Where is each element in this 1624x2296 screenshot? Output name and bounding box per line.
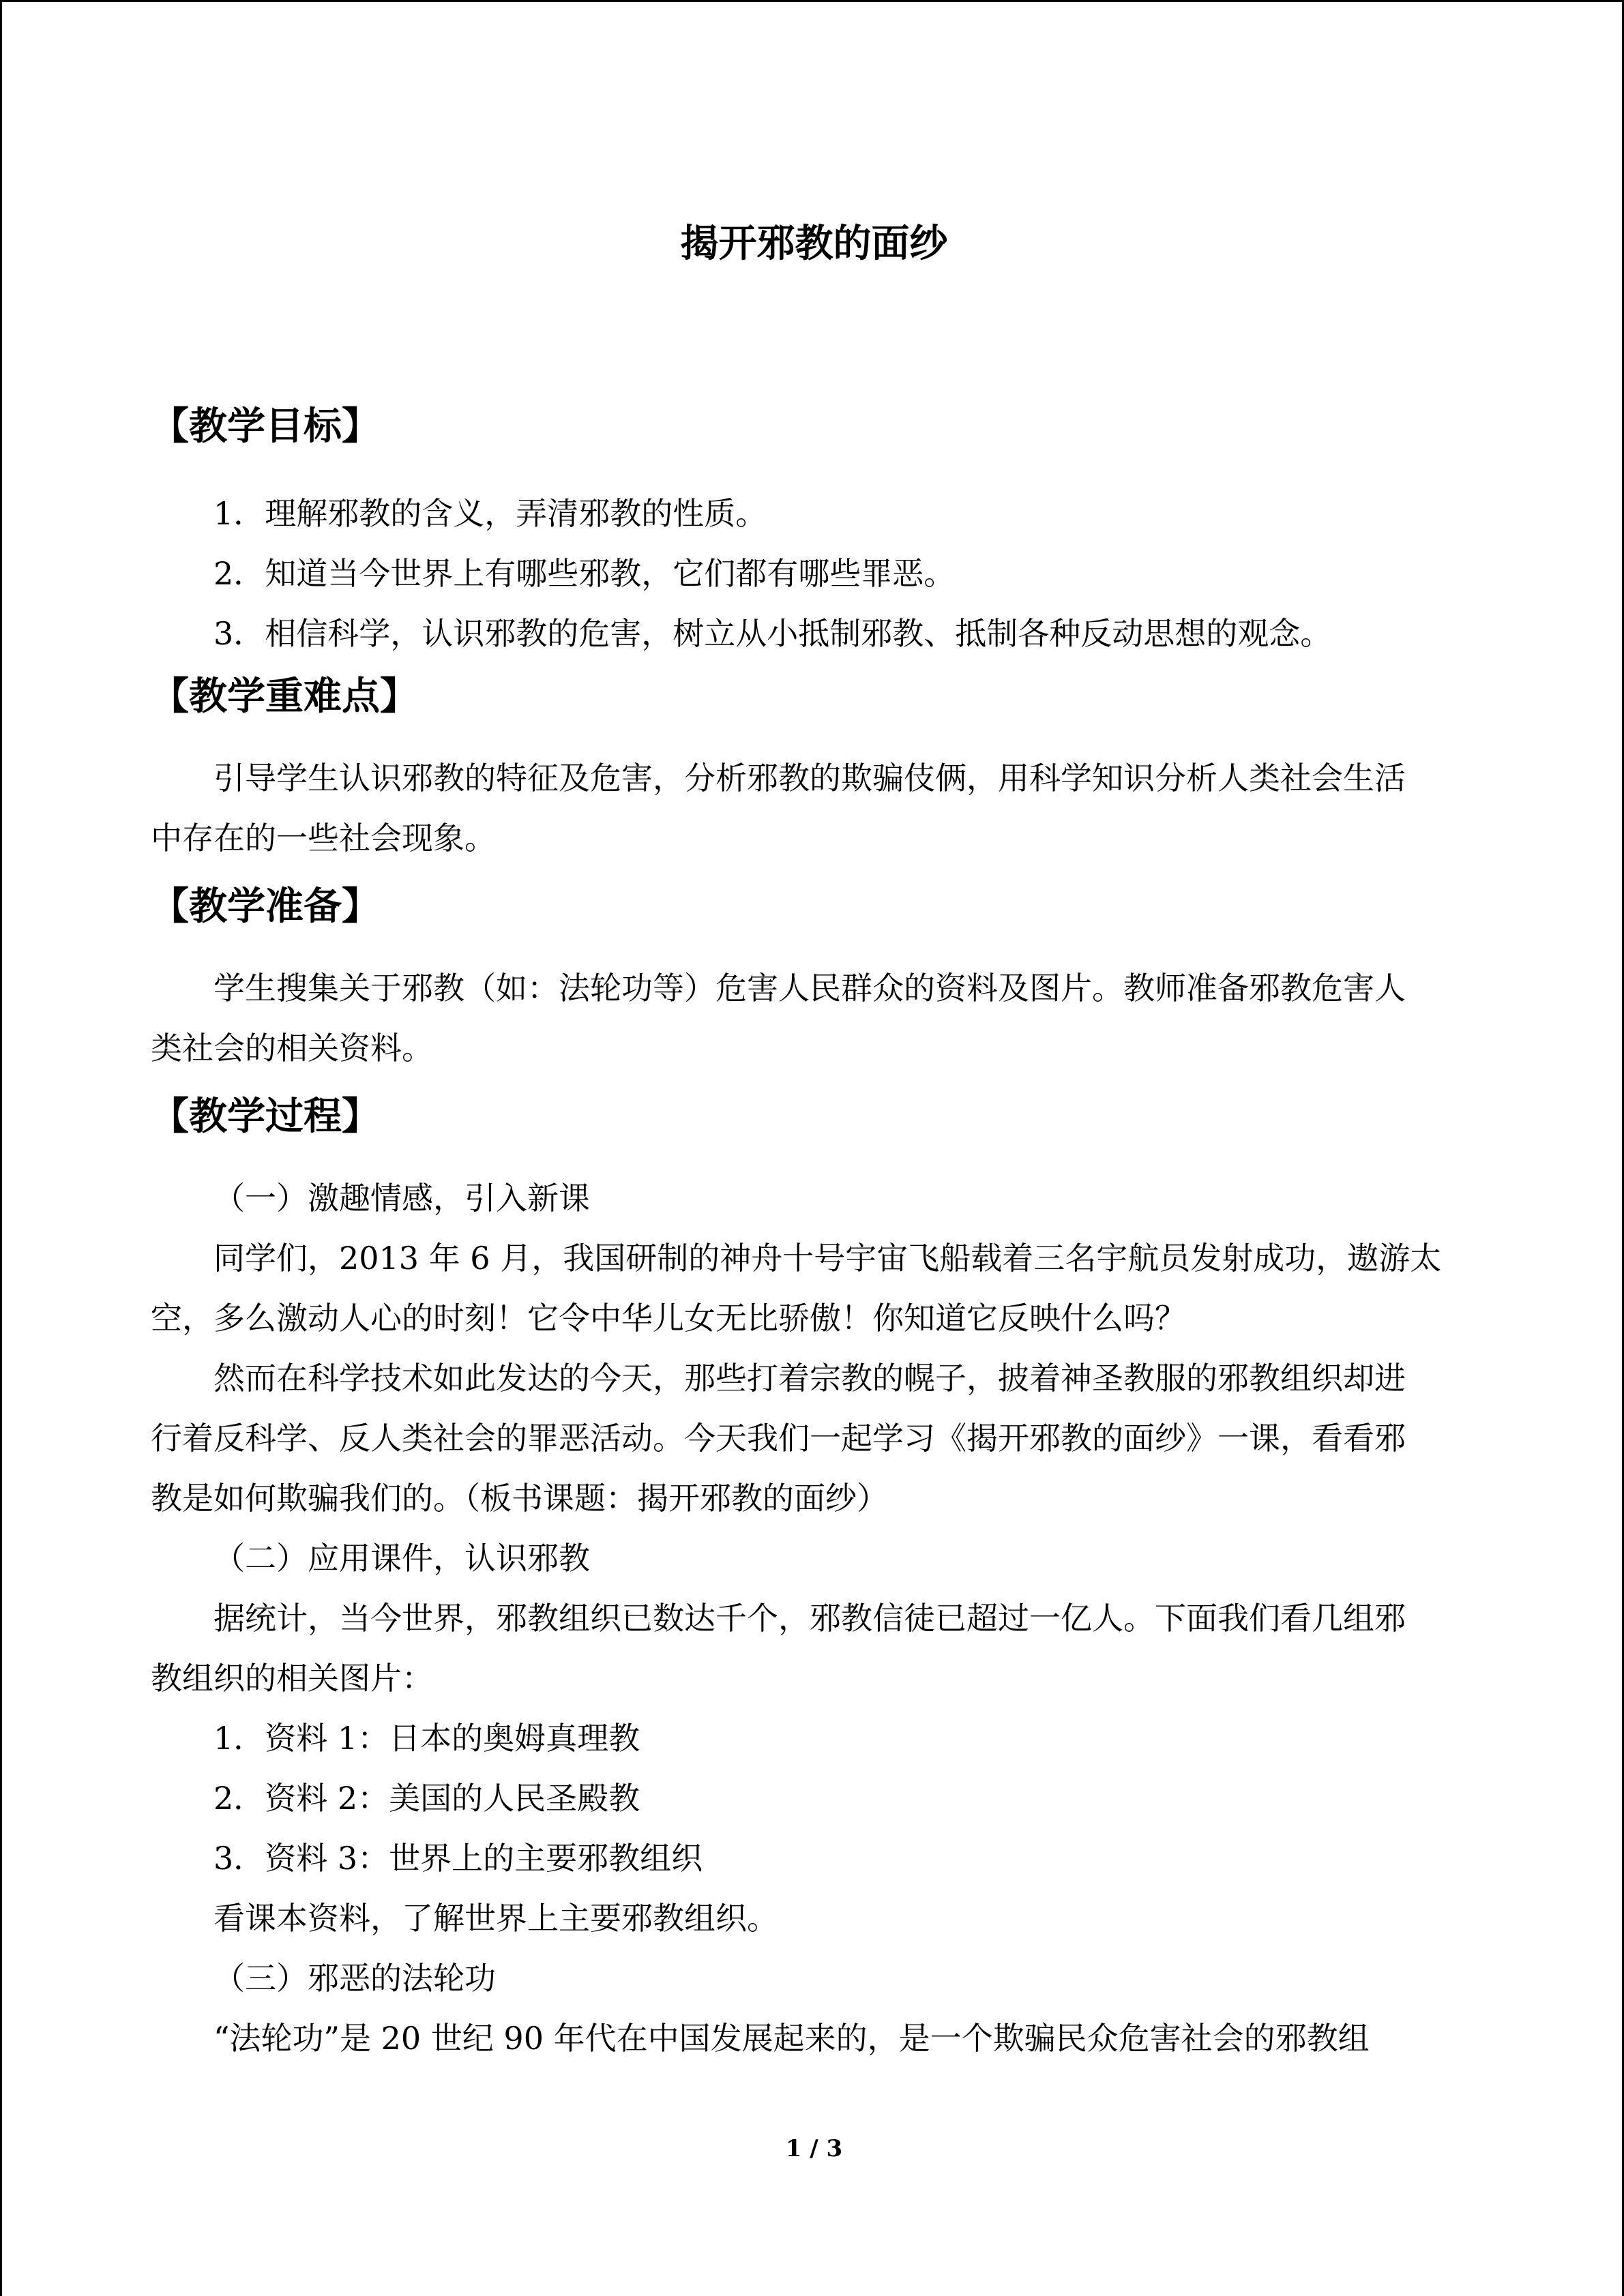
paragraph-line: （二）应用课件，认识邪教 — [213, 1540, 590, 1577]
goal-item: 2．知道当今世界上有哪些邪教，它们都有哪些罪恶。 — [213, 555, 956, 592]
section-heading-process: 【教学过程】 — [151, 1094, 380, 1139]
section-process — [151, 1086, 1460, 2068]
section-heading-key-points: 【教学重难点】 — [151, 674, 418, 719]
page-indicator: 1 / 3 — [785, 2135, 843, 2162]
section-goals — [151, 396, 1460, 664]
paragraph-line: 3．资料 3：世界上的主要邪教组织 — [213, 1840, 703, 1877]
paragraph-line: 然而在科学技术如此发达的今天，那些打着宗教的幌子，披着神圣教服的邪教组织却进 — [213, 1360, 1406, 1397]
paragraph-line: 2．资料 2：美国的人民圣殿教 — [213, 1780, 640, 1817]
paragraph-line: 引导学生认识邪教的特征及危害，分析邪教的欺骗伎俩，用科学知识分析人类社会生活 — [213, 760, 1406, 796]
paragraph-line: 看课本资料，了解世界上主要邪教组织。 — [213, 1900, 778, 1937]
paragraph-line: “法轮功”是 20 世纪 90 年代在中国发展起来的，是一个欺骗民众危害社会的邪教组 — [213, 2020, 1370, 2057]
paragraph-line: 学生搜集关于邪教（如：法轮功等）危害人民群众的资料及图片。教师准备邪教危害人 — [213, 970, 1406, 1007]
paragraph-line: （一）激趣情感，引入新课 — [213, 1180, 590, 1217]
paragraph-line: 教组织的相关图片： — [151, 1660, 433, 1697]
section-preparation — [151, 876, 1460, 1078]
paragraph-line: 教是如何欺骗我们的。（板书课题：揭开邪教的面纱） — [151, 1480, 888, 1517]
paragraph-line: （三）邪恶的法轮功 — [213, 1960, 496, 1997]
section-heading-preparation: 【教学准备】 — [151, 884, 380, 929]
paragraph-line: 行着反科学、反人类社会的罪恶活动。今天我们一起学习《揭开邪教的面纱》一课，看看邪 — [151, 1420, 1406, 1457]
paragraph-line: 类社会的相关资料。 — [151, 1030, 433, 1067]
paragraph-line: 同学们，2013 年 6 月，我国研制的神舟十号宇宙飞船载着三名宇航员发射成功，遨游太 — [213, 1240, 1442, 1277]
section-key-points — [151, 666, 1460, 868]
paragraph-line: 据统计，当今世界，邪教组织已数达千个，邪教信徒已超过一亿人。下面我们看几组邪 — [213, 1600, 1406, 1637]
paragraph-line: 中存在的一些社会现象。 — [151, 820, 496, 856]
paragraph-line: 空，多么激动人心的时刻！它令中华儿女无比骄傲！你知道它反映什么吗？ — [151, 1300, 1186, 1337]
paragraph-line: 1．资料 1：日本的奥姆真理教 — [213, 1720, 640, 1757]
document-title: 揭开邪教的面纱 — [680, 221, 948, 266]
goal-item: 3．相信科学，认识邪教的危害，树立从小抵制邪教、抵制各种反动思想的观念。 — [213, 615, 1332, 652]
goal-item: 1．理解邪教的含义，弄清邪教的性质。 — [213, 495, 767, 532]
section-heading-goals: 【教学目标】 — [151, 404, 380, 449]
